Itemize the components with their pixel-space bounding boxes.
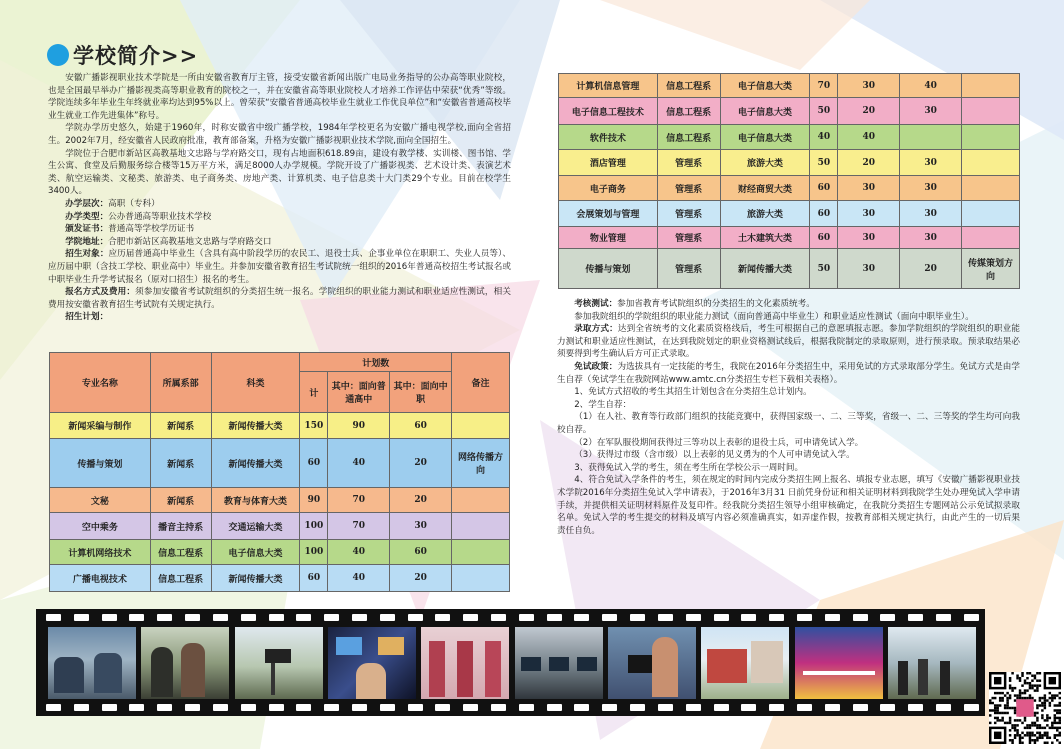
table-row [559,227,1020,249]
cell-major: 电子信息工程技术 [559,98,658,125]
cell-cat: 教育与体育大类 [211,488,300,513]
cell-dept: 信息工程系 [150,565,211,592]
cell-total: 100 [300,540,328,565]
photo-broadcast-studio [328,627,416,699]
cell-total: 60 [810,176,838,201]
film-hole [547,614,562,621]
film-hole [908,704,923,711]
film-hole [435,614,450,621]
photo-classroom [48,627,136,699]
intro-paragraph-1: 安徽广播影视职业技术学院是一所由安徽省教育厅主管，接受安徽省新闻出版广电局业务指导的公办高等职业院校，也是全国最早举办广播影视类高等职业教育的院校之一，并在安徽省高等职业院校人才培养工作评估中荣获“优秀”等级。学院连续多年毕业生年终就业率均达到95%以上。曾荣获“安徽省普通高校毕业生就业工作优良单位”和“安徽省普通高校毕业生就业工作先进集体”称号。 [48,73,511,121]
cell-total: 70 [810,74,838,98]
exam-line [557,298,1020,311]
film-hole [658,614,673,621]
cell-vs: 20 [900,249,962,289]
cell-total: 50 [810,249,838,289]
cell-major: 空中乘务 [50,513,151,540]
item-2c: （3）获得过市级（含市级）以上表彰的见义勇为的个人可申请免试入学。 [574,450,855,461]
film-hole [463,704,478,711]
film-hole [157,614,172,621]
cell-vs [900,125,962,150]
film-hole [408,704,423,711]
cell-total: 50 [810,150,838,176]
cell-dept: 管理系 [657,150,720,176]
info-address-key: 学院地址： [65,236,109,247]
info-target-key: 招生对象： [65,249,109,260]
cell-major: 新闻采编与制作 [50,413,151,439]
cell-hs: 20 [838,150,900,176]
cell-dept: 播音主持系 [150,513,211,540]
cell-note [962,227,1020,249]
cell-note [962,150,1020,176]
header-high-school: 其中：面向普通高中 [328,372,390,413]
cell-vs: 30 [900,201,962,227]
plan-label-line [48,311,511,324]
cell-vs: 40 [900,74,962,98]
info-level-value: 高职（专科） [108,198,160,209]
film-hole [547,704,562,711]
cell-dept: 信息工程系 [657,125,720,150]
film-hole [74,704,89,711]
cell-cat: 财经商贸大类 [720,176,810,201]
cell-total: 60 [300,439,328,488]
film-hole [352,704,367,711]
photo-film-strip [36,609,985,716]
film-hole [241,614,256,621]
film-hole [324,614,339,621]
film-hole [185,614,200,621]
film-hole [213,614,228,621]
photo-outdoor-event [888,627,976,699]
cell-note [452,540,510,565]
film-hole [74,614,89,621]
cell-total: 100 [300,513,328,540]
cell-vs: 30 [390,513,452,540]
plan-label: 招生计划： [65,312,109,323]
info-signup-key: 报名方式及费用： [65,287,136,298]
free-key: 免试政策： [574,361,618,372]
cell-vs: 20 [390,439,452,488]
table-row [559,249,1020,289]
admit-line [557,323,1020,361]
cell-hs: 40 [328,439,390,488]
film-hole [463,614,478,621]
admission-text [557,298,1020,537]
table-row [559,98,1020,125]
info-address [48,236,511,249]
info-cert [48,223,511,236]
film-hole [574,704,589,711]
table-row [50,513,510,540]
cell-cat: 新闻传播大类 [211,439,300,488]
cell-dept: 管理系 [657,176,720,201]
table-row [50,565,510,592]
film-hole [102,614,117,621]
cell-vs: 30 [900,150,962,176]
cell-hs: 30 [838,74,900,98]
bullet-circle-icon [47,44,69,66]
info-type [48,211,511,224]
cell-cat: 新闻传播大类 [211,413,300,439]
photo-computer-lab [515,627,603,699]
page-title: 学校简介>> [73,43,199,68]
cell-major: 广播电视技术 [50,565,151,592]
cell-cat: 旅游大类 [720,201,810,227]
film-hole [380,704,395,711]
film-hole [686,614,701,621]
cell-cat: 交通运输大类 [211,513,300,540]
cell-hs: 30 [838,201,900,227]
header-major: 专业名称 [50,353,151,413]
info-type-value: 公办普通高等职业技术学校 [108,211,212,222]
film-hole [324,704,339,711]
exam-value: 参加省教育考试院组织的分类招生的文化素质统考。 [617,299,815,309]
free-value: 为选拔具有一定技能的考生，我院在2016年分类招生中，采用免试的方式录取部分学生。免试方式是由学生自荐（免试学生在我院网站www.amtc.cn分类招生专栏下载相关表格）。 [557,361,1020,385]
free-line [557,361,1020,386]
film-hole [714,614,729,621]
item-2a: （1）在人社、教育等行政部门组织的技能竞赛中，获得国家级一、二、三等奖，省级一、二、三等奖的学生均可向我校自荐。 [557,412,1020,435]
qr-code[interactable] [989,672,1061,744]
item-2b: （2）在军队服役期间获得过三等功以上表彰的退役士兵，可申请免试入学。 [574,437,864,448]
film-hole [352,614,367,621]
cell-major: 软件技术 [559,125,658,150]
film-hole [853,614,868,621]
film-hole [880,614,895,621]
cell-major: 传播与策划 [559,249,658,289]
cell-hs: 40 [328,565,390,592]
film-hole [825,614,840,621]
table-row [50,488,510,513]
film-hole [853,704,868,711]
film-hole [269,704,284,711]
intro-paragraph-2: 学院办学历史悠久，始建于1960年，时称安徽省中级广播学校，1984年学校更名为安徽广播电视学校,面向全省招生。2002年7月，经安徽省人民政府批准，教育部备案，升格为安徽广播影视职业技术学院,面向全国招生。 [48,123,511,146]
intro-text [48,72,511,324]
cell-hs: 20 [838,98,900,125]
cell-major: 计算机信息管理 [559,74,658,98]
cell-note [452,488,510,513]
cell-note [452,413,510,439]
cell-vs: 60 [390,540,452,565]
table-row [50,540,510,565]
cell-note: 传媒策划方向 [962,249,1020,289]
section-title [47,40,198,70]
film-hole [741,704,756,711]
film-hole [964,704,979,711]
film-hole [936,704,951,711]
item-2: 2、学生自荐： [574,399,632,410]
info-level-key: 办学层次： [65,198,109,209]
table-row [559,176,1020,201]
header-dept: 所属系部 [150,353,211,413]
cell-total: 60 [810,201,838,227]
cell-total: 40 [810,125,838,150]
cell-total: 90 [300,488,328,513]
film-hole [658,704,673,711]
film-hole [797,704,812,711]
film-hole [241,704,256,711]
cell-hs: 90 [328,413,390,439]
header-plan: 计划数 [300,353,452,372]
cell-hs: 30 [838,176,900,201]
cell-vs: 30 [900,176,962,201]
cell-hs: 70 [328,488,390,513]
film-hole [741,614,756,621]
cell-major: 传播与策划 [50,439,151,488]
info-target-value: 应历届普通高中毕业生（含具有高中阶段学历的农民工、退役士兵、企事业单位在职职工、失业人员等）、应历届中职（含技工学校、职业高中）毕业生。并参加安徽省教育招生考试院统一组织的2016年普通高校招生考试报名或中职毕业生升学考试报名（原对口招生）报名的考生。 [48,249,511,285]
cell-dept: 新闻系 [150,439,211,488]
film-hole [408,614,423,621]
info-signup-value: 须参加安徽省考试院组织的分类招生统一报名。学院组织的职业能力测试和职业适应性测试，相关费用按安徽省教育招生考试院有关规定执行。 [48,287,511,310]
film-hole [296,704,311,711]
cell-hs: 40 [328,540,390,565]
film-hole [519,704,534,711]
cell-major: 文秘 [50,488,151,513]
table-row [559,150,1020,176]
film-hole [491,614,506,621]
cell-dept: 管理系 [657,249,720,289]
exam-line-2: 参加我院组织的学院组织的职业能力测试（面向普通高中毕业生）和职业适应性测试（面向中职毕业生）。 [574,311,974,322]
cell-cat: 新闻传播大类 [211,565,300,592]
cell-total: 60 [300,565,328,592]
film-hole [491,704,506,711]
film-hole [574,614,589,621]
cell-major: 物业管理 [559,227,658,249]
info-address-value: 合肥市新站区高教基地文忠路与学府路交口 [108,236,272,247]
info-cert-key: 颁发证书： [65,224,109,235]
table-row [559,201,1020,227]
cell-dept: 信息工程系 [657,74,720,98]
film-hole [519,614,534,621]
info-type-key: 办学类型： [65,211,109,222]
item-1: 1、免试方式招收的考生其招生计划包含在分类招生总计划内。 [574,387,812,398]
cell-major: 计算机网络技术 [50,540,151,565]
cell-vs: 30 [900,227,962,249]
cell-cat: 新闻传播大类 [720,249,810,289]
film-hole [769,614,784,621]
film-hole [185,704,200,711]
cell-cat: 电子信息大类 [720,74,810,98]
film-hole [797,614,812,621]
cell-cat: 电子信息大类 [720,98,810,125]
intro-paragraph-3: 学院位于合肥市新站区高教基地文忠路与学府路交口，现有占地面积618.89亩，建设有教学楼、实训楼、图书馆、学生公寓、食堂及后勤服务综合楼等15万平方米，满足8000人办学规模。学院开设了广播影视类、艺术设计类、表演艺术类、航空运输类、文秘类、旅游类、电子商务类、房地产类、计算机类、电子信息类十大门类29个专业。目前在校学生3400人。 [48,148,511,197]
photo-video-shooting [608,627,696,699]
table-row [50,413,510,439]
cell-dept: 新闻系 [150,488,211,513]
cell-note [452,513,510,540]
film-hole [908,614,923,621]
cell-note [962,74,1020,98]
cell-major: 电子商务 [559,176,658,201]
film-holes-top [46,614,979,621]
film-hole [129,614,144,621]
film-hole [435,704,450,711]
header-note: 备注 [452,353,510,413]
cell-vs: 20 [390,565,452,592]
film-hole [936,614,951,621]
info-level [48,198,511,211]
exam-key: 考核测试： [574,299,618,309]
cell-dept: 管理系 [657,201,720,227]
photo-camera-crew [235,627,323,699]
cell-vs: 20 [390,488,452,513]
cell-note: 网络传播方向 [452,439,510,488]
film-hole [602,614,617,621]
photo-stage-performance [795,627,883,699]
film-hole [213,704,228,711]
table-row [559,125,1020,150]
cell-major: 酒店管理 [559,150,658,176]
cell-note [962,98,1020,125]
cell-dept: 管理系 [657,227,720,249]
cell-note [452,565,510,592]
photo-reporters [141,627,229,699]
cell-hs: 30 [838,249,900,289]
photo-campus-building [701,627,789,699]
film-hole [630,704,645,711]
cell-hs: 30 [838,227,900,249]
cell-cat: 电子信息大类 [211,540,300,565]
cell-note [962,201,1020,227]
cell-total: 150 [300,413,328,439]
cell-dept: 新闻系 [150,413,211,439]
item-3: 3、获得免试入学的考生，须在考生所在学校公示一周时间。 [574,462,804,473]
cell-total: 50 [810,98,838,125]
cell-cat: 电子信息大类 [720,125,810,150]
table-row [559,74,1020,98]
info-signup [48,286,511,311]
film-hole [630,614,645,621]
film-hole [964,614,979,621]
film-hole [380,614,395,621]
film-hole [769,704,784,711]
cell-cat: 土木建筑大类 [720,227,810,249]
film-hole [46,704,61,711]
plan-table-right [558,73,1020,289]
film-frames [48,627,976,699]
cell-note [962,176,1020,201]
info-target [48,248,511,286]
cell-dept: 信息工程系 [150,540,211,565]
film-hole [686,704,701,711]
info-cert-value: 普通高等学校学历证书 [108,224,195,235]
plan-table-left [49,352,510,592]
film-hole [46,614,61,621]
film-hole [714,704,729,711]
header-vocational: 其中：面向中职 [390,372,452,413]
film-hole [296,614,311,621]
cell-hs: 40 [838,125,900,150]
cell-major: 会展策划与管理 [559,201,658,227]
item-4: 4、符合免试入学条件的考生，须在规定的时间内完成分类招生网上报名、填报专业志愿，填写《安徽广播影视职业技术学院2016年分类招生免试入学申请表》，于2016年3月31 日前凭身份证和相关证明材料到我院学生处办理免试入学申请手续，并提供相关证明材料原件及复印件。经我院分类招生领导小组审核确定，在我院分类招生专题网站公示免试拟录取名单。免试入学的考生提交的材料及填写内容必须准确真实，如弄虚作假，按教育部相关规定执行，由此产生的一切后果责任自负。 [557,475,1020,536]
film-hole [825,704,840,711]
header-category: 科类 [211,353,300,413]
photo-flight-attendants [421,627,509,699]
admit-key: 录取方式： [574,324,618,335]
film-holes-bottom [46,704,979,711]
film-hole [602,704,617,711]
film-hole [880,704,895,711]
cell-note [962,125,1020,150]
cell-cat: 旅游大类 [720,150,810,176]
cell-total: 60 [810,227,838,249]
film-hole [157,704,172,711]
cell-vs: 30 [900,98,962,125]
admit-value: 达到全省统考的文化素质资格线后，考生可根据自己的意愿填报志愿。参加学院组织的学院组织的职业能力测试和职业适应性测试，在达到我院划定的职业资格测试线后，根据我院制定的录取原则，进行预录取。预录取结果必须要得到考生确认后方可正式录取。 [557,324,1020,360]
header-total: 计 [300,372,328,413]
table-row [50,439,510,488]
film-hole [129,704,144,711]
cell-dept: 信息工程系 [657,98,720,125]
cell-hs: 70 [328,513,390,540]
film-hole [269,614,284,621]
qr-code-icon [989,672,1061,744]
cell-vs: 60 [390,413,452,439]
film-hole [102,704,117,711]
